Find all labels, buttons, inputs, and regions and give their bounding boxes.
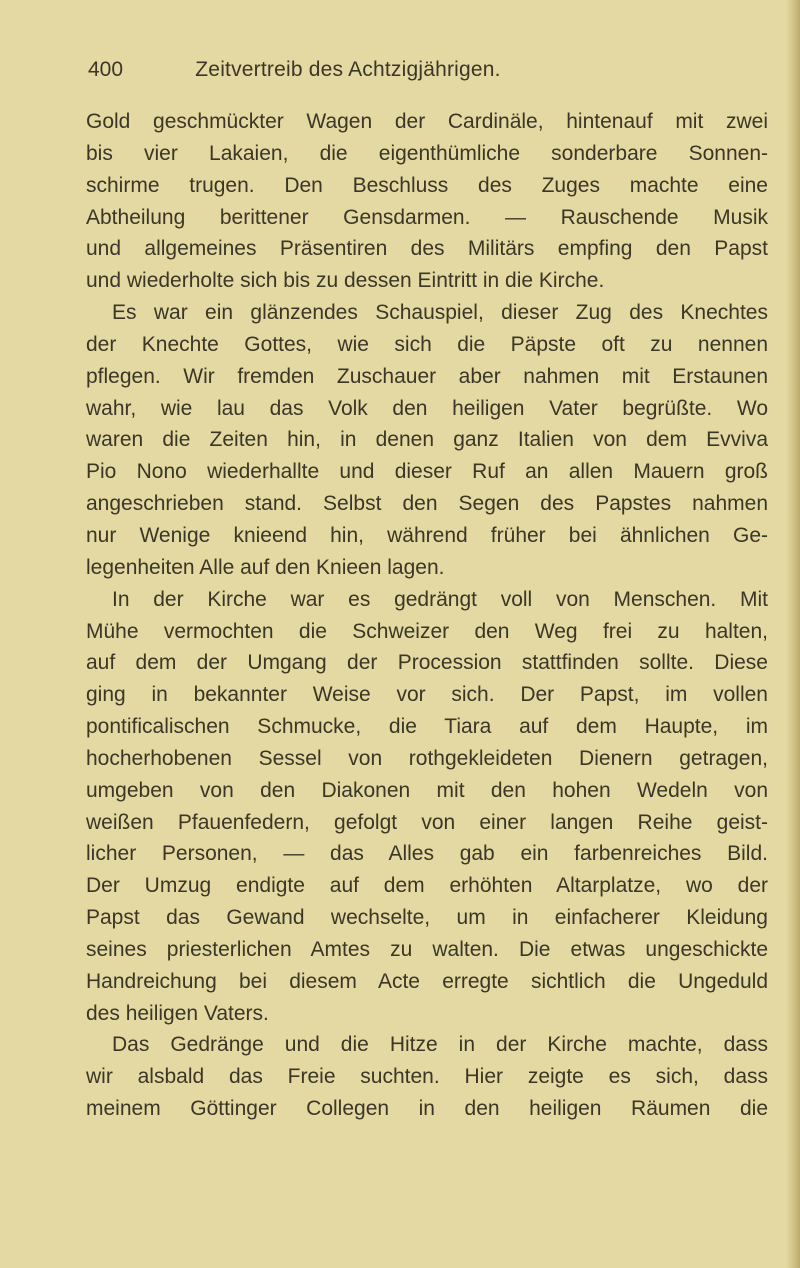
text-line: seines priesterlichen Amtes zu walten. Die etwas ungeschickte — [86, 937, 768, 961]
text-line: angeschrieben stand. Selbst den Segen des Papstes nahmen — [86, 492, 768, 516]
body-text — [86, 106, 768, 1125]
page-header — [88, 58, 768, 86]
paragraph — [86, 584, 768, 1030]
text-line: In der Kirche war es gedrängt voll von Menschen. Mit — [112, 587, 768, 611]
text-line: ging in bekannter Weise vor sich. Der Papst, im vollen — [86, 683, 768, 707]
text-line: pontificalischen Schmucke, die Tiara auf dem Haupte, im — [86, 715, 768, 739]
text-line: Papst das Gewand wechselte, um in einfacherer Kleidung — [86, 906, 768, 930]
text-line: Pio Nono wiederhallte und dieser Ruf an allen Mauern groß — [86, 460, 768, 484]
text-line: pflegen. Wir fremden Zuschauer aber nahmen mit Erstaunen — [86, 364, 768, 388]
text-line: schirme trugen. Den Beschluss des Zuges machte eine — [86, 173, 768, 197]
text-line: umgeben von den Diakonen mit den hohen Wedeln von — [86, 778, 768, 802]
page-number: 400 — [88, 58, 124, 81]
text-line: wir alsbald das Freie suchten. Hier zeigte es sich, dass — [86, 1065, 768, 1089]
text-line: nur Wenige knieend hin, während früher bei ähnlichen Ge- — [86, 523, 768, 547]
paragraph — [86, 106, 768, 297]
text-line: hocherhobenen Sessel von rothgekleideten Dienern getragen, — [86, 746, 768, 770]
text-line: weißen Pfauenfedern, gefolgt von einer langen Reihe geist- — [86, 810, 768, 834]
text-line: Der Umzug endigte auf dem erhöhten Altarplatze, wo der — [86, 874, 768, 898]
paragraph — [86, 297, 768, 584]
text-line: meinem Göttinger Collegen in den heiligen Räumen die — [86, 1097, 768, 1121]
text-line: Abtheilung berittener Gensdarmen. — Rauschende Musik — [86, 205, 768, 229]
text-line: und wiederholte sich bis zu dessen Eintritt in die Kirche. — [86, 269, 605, 293]
text-line: des heiligen Vaters. — [86, 1001, 269, 1025]
text-line: Gold geschmückter Wagen der Cardinäle, hintenauf mit zwei — [86, 110, 768, 133]
text-line: auf dem der Umgang der Procession stattfinden sollte. Diese — [86, 651, 768, 675]
text-line: Mühe vermochten die Schweizer den Weg frei zu halten, — [86, 619, 768, 643]
text-line: und allgemeines Präsentiren des Militärs empfing den Papst — [86, 237, 768, 261]
paragraph — [86, 1029, 768, 1125]
page-edge-shadow — [786, 0, 800, 1268]
text-line: bis vier Lakaien, die eigenthümliche sonderbare Sonnen- — [86, 141, 768, 165]
text-line: legenheiten Alle auf den Knieen lagen. — [86, 555, 445, 579]
running-title: Zeitvertreib des Achtzigjährigen. — [195, 58, 501, 81]
text-line: waren die Zeiten hin, in denen ganz Italien von dem Evviva — [86, 428, 768, 452]
text-line: licher Personen, — das Alles gab ein farbenreiches Bild. — [86, 842, 768, 866]
text-line: Es war ein glänzendes Schauspiel, dieser Zug des Knechtes — [112, 301, 768, 325]
text-line: Das Gedränge und die Hitze in der Kirche machte, dass — [112, 1033, 768, 1057]
text-line: der Knechte Gottes, wie sich die Päpste oft zu nennen — [86, 332, 768, 356]
text-line: wahr, wie lau das Volk den heiligen Vater begrüßte. Wo — [86, 396, 768, 420]
text-line: Handreichung bei diesem Acte erregte sichtlich die Ungeduld — [86, 969, 768, 993]
